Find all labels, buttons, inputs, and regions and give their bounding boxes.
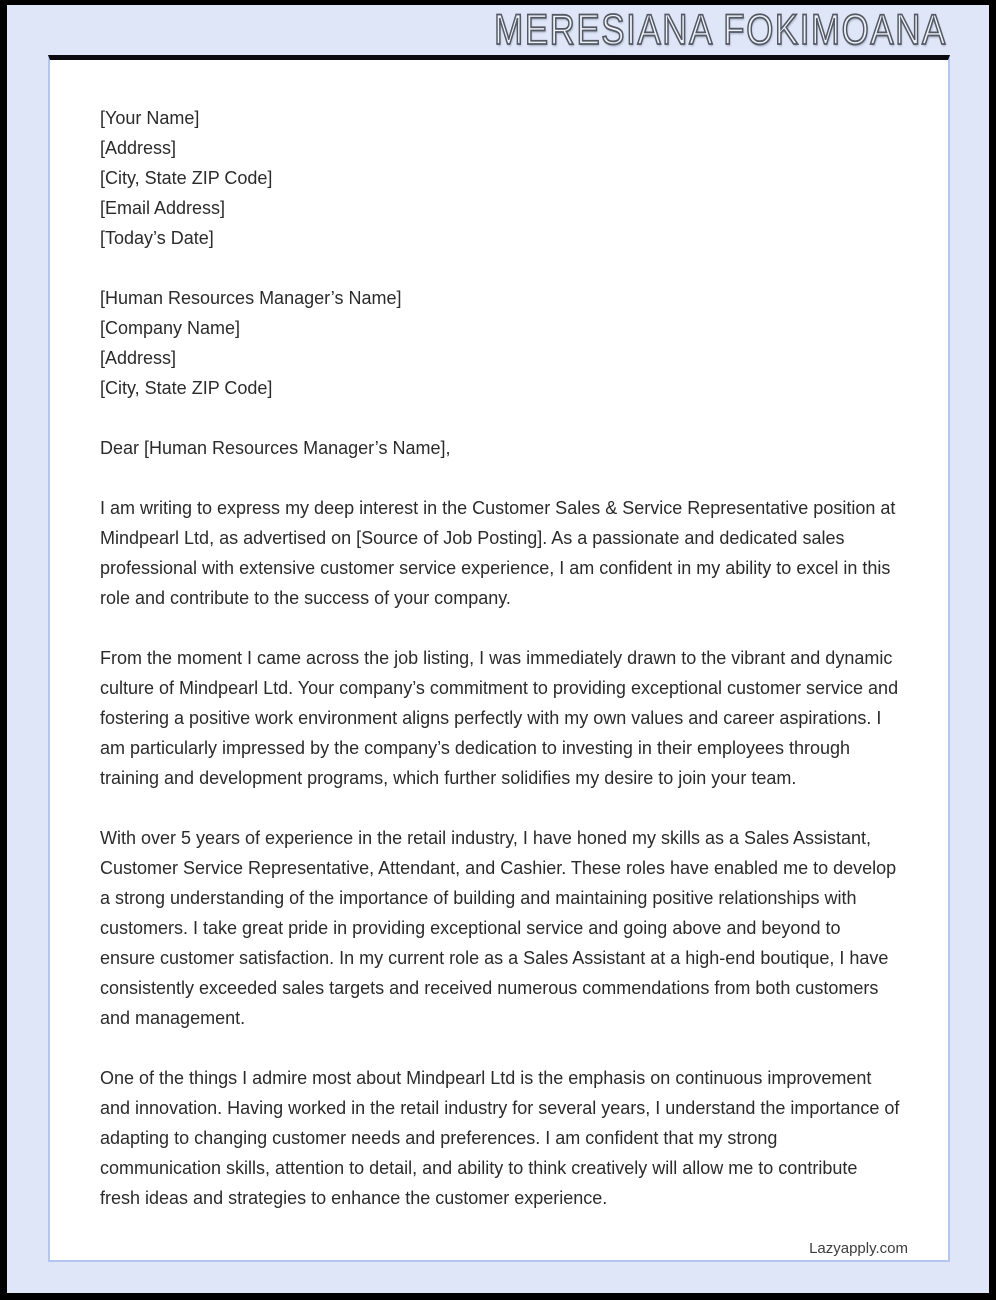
recipient-address-block <box>100 283 900 403</box>
paragraph-intro: I am writing to express my deep interest in the Customer Sales & Service Representative position at Mindpearl Ltd, as advertised on [Source of Job Posting]. As a passionate and dedicated sales professional with extensive customer service experience, I am confident in my ability to excel in this role and contribute to the success of your company. <box>100 498 896 608</box>
brand-watermark: Lazyapply.com <box>809 1240 908 1257</box>
paragraph-company: From the moment I came across the job listing, I was immediately drawn to the vibrant and dynamic culture of Mindpearl Ltd. Your company’s commitment to providing exceptional customer service and fostering a positive work environment aligns perfectly with my own values and career aspirations. I am particularly impressed by the company’s dedication to investing in their employees through training and development programs, which further solidifies my desire to join your team. <box>100 648 899 788</box>
recipient-address-line: [Address] <box>100 348 177 368</box>
page-title: MERESIANA FOKIMOANA <box>494 5 947 54</box>
salutation: Dear [Human Resources Manager’s Name], <box>100 438 451 458</box>
sender-email-line: [Email Address] <box>100 198 226 218</box>
recipient-company-line: [Company Name] <box>100 318 241 338</box>
sender-name-line: [Your Name] <box>100 108 200 128</box>
recipient-name-line: [Human Resources Manager’s Name] <box>100 288 402 308</box>
letter-card <box>48 55 950 1262</box>
letter-body <box>50 60 948 1213</box>
sender-city-line: [City, State ZIP Code] <box>100 168 273 188</box>
recipient-city-line: [City, State ZIP Code] <box>100 378 273 398</box>
sender-address-line: [Address] <box>100 138 177 158</box>
letterhead <box>7 5 989 55</box>
sender-address-block <box>100 103 900 253</box>
paragraph-experience: With over 5 years of experience in the retail industry, I have honed my skills as a Sales Assistant, Customer Service Representative, Attendant, and Cashier. These roles have enabled me to develop a strong understanding of the importance of building and maintaining positive relationships with customers. I take great pride in providing exceptional service and going above and beyond to ensure customer satisfaction. In my current role as a Sales Assistant at a high-end boutique, I have consistently exceeded sales targets and received numerous commendations from both customers and management. <box>100 828 897 1028</box>
sender-date-line: [Today’s Date] <box>100 228 214 248</box>
paragraph-admire: One of the things I admire most about Mindpearl Ltd is the emphasis on continuous improvement and innovation. Having worked in the retail industry for several years, I understand the importance of adapting to changing customer needs and preferences. I am confident that my strong communication skills, attention to detail, and ability to think creatively will allow me to contribute fresh ideas and strategies to enhance the customer experience. <box>100 1068 900 1208</box>
